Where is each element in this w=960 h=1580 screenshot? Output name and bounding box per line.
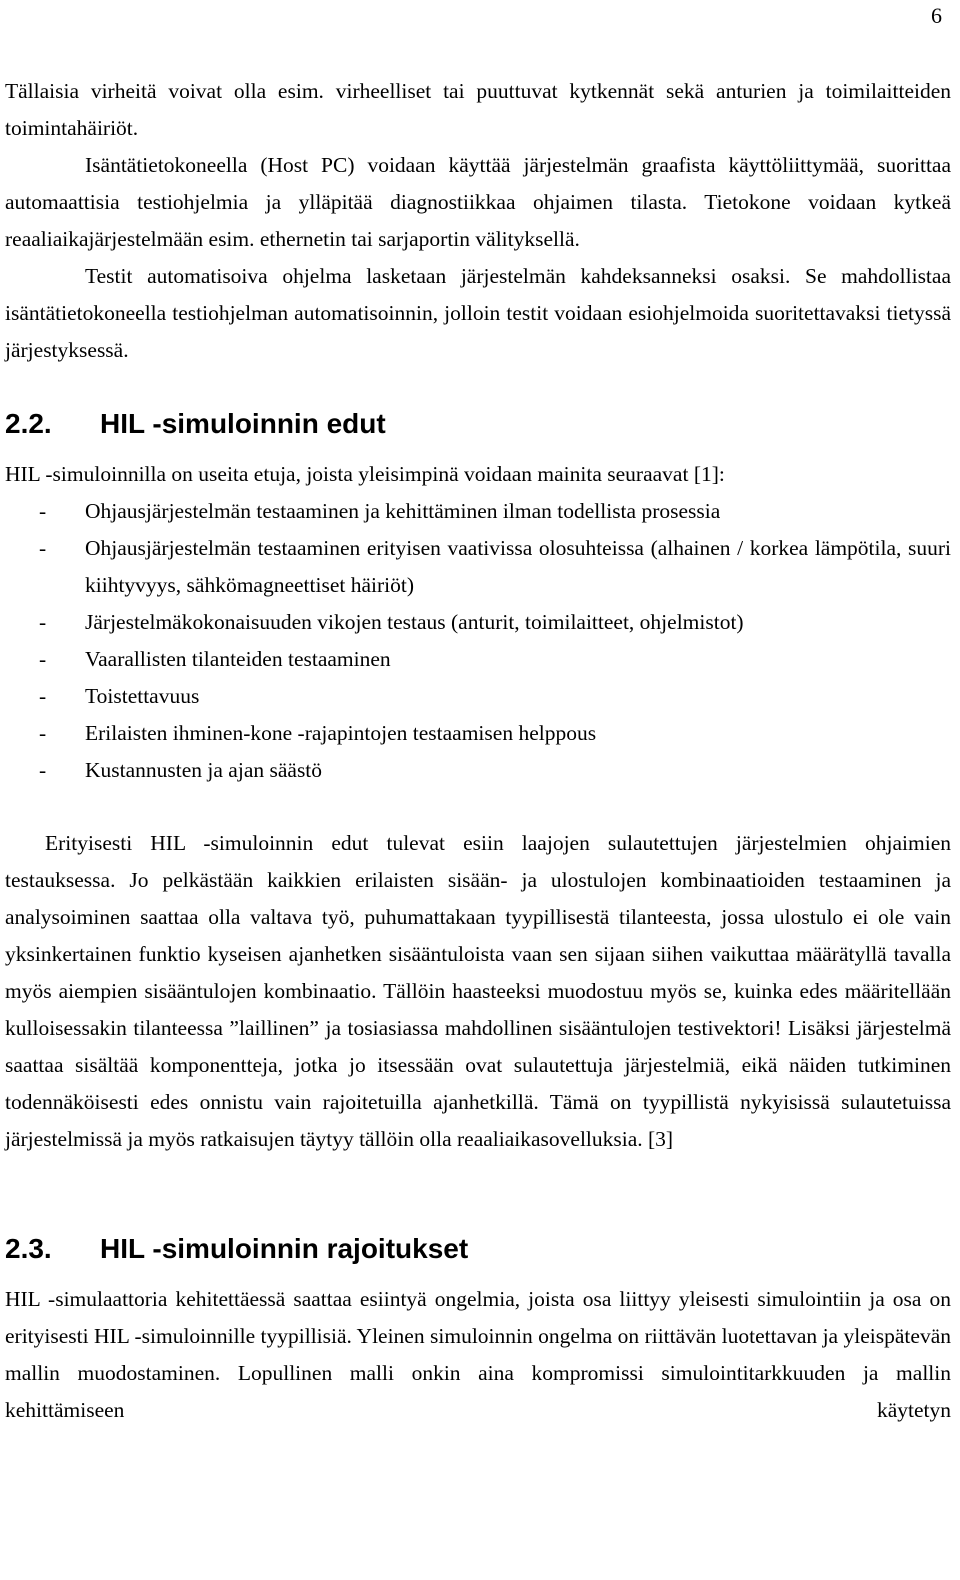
list-item [5,530,951,604]
section-number: 2.2. [5,408,52,439]
list-item [5,678,951,715]
list-item-text: Ohjausjärjestelmän testaaminen erityisen vaativissa olosuhteissa (alhainen / korkea lämpötila, suuri kiihtyvyys, sähkömagneettiset häiriöt) [85,536,951,597]
dash-bullet: - [39,499,47,523]
list-item [5,641,951,678]
list-item [5,752,951,789]
dash-bullet: - [39,647,47,671]
intro-paragraph-1: Tällaisia virheitä voivat olla esim. virheelliset tai puuttuvat kytkennät sekä anturien ja toimilaitteiden toimintahäiriöt. [5,79,951,140]
spacer [5,442,951,456]
spacer [5,1158,951,1230]
spacer [5,789,951,825]
spacer [5,369,951,405]
list-item [5,715,951,752]
section-title: HIL -simuloinnin rajoitukset [100,1233,469,1264]
dash-bullet: - [39,610,47,634]
advantages-body: Erityisesti HIL -simuloinnin edut tulevat esiin laajojen sulautettujen järjestelmien ohjaimien testauksessa. Jo pelkästään kaikkien erilaisten sisään- ja ulostulojen kombinaatioiden testaaminen ja analysoiminen saattaa olla valtava työ, puhumattakaan tyypillisestä tilanteesta, jossa ulostulo ei ole vain yksinkertainen funktio kyseisen ajanhetken sisääntuloista vaan sen sijaan siihen vaikuttaa määrätyllä tavalla myös aiempien sisääntulojen kombinaatio. Tällöin haasteeksi muodostuu myös se, kuinka edes määritellään kulloisessakin tilanteessa ”laillinen” ja tosiasiassa mahdollinen sisääntulojen testivektori! Lisäksi järjestelmä saattaa sisältää komponentteja, jotka jo itsessään ovat sulautettuja järjestelmiä, eikä näiden tutkiminen todennäköisesti edes onnistu vain rajoitetuilla ajanhetkillä. Tämä on tyypillistä nykyisissä sulautetuissa järjestelmissä ja myös ratkaisujen täytyy tällöin olla reaaliaikasovelluksia. [3] [5,831,951,1151]
section-heading-2-2 [5,405,951,442]
advantages-lead: HIL -simuloinnilla on useita etuja, joista yleisimpinä voidaan mainita seuraavat [1]: [5,462,725,486]
dash-bullet: - [39,758,47,782]
list-item-text: Erilaisten ihminen-kone -rajapintojen testaamisen helppous [85,721,597,745]
list-item [5,493,951,530]
page-number: 6 [931,3,942,28]
list-item-text: Ohjausjärjestelmän testaaminen ja kehittäminen ilman todellista prosessia [85,499,721,523]
dash-bullet: - [39,684,47,708]
document-body [5,73,951,1429]
dash-bullet: - [39,721,47,745]
list-item [5,604,951,641]
section-number: 2.3. [5,1233,52,1264]
limitations-body: HIL -simulaattoria kehitettäessä saattaa esiintyä ongelmia, joista osa liittyy yleisesti simulointiin ja osa on erityisesti HIL -simuloinnille tyypillisiä. Yleinen simuloinnin ongelma on riittävän luotettavan ja yleispätevän mallin muodostaminen. Lopullinen malli onkin aina kompromissi simulointitarkkuuden ja mallin kehittämiseen käytetyn [5,1287,951,1422]
advantages-list [5,493,951,789]
spacer [5,1267,951,1281]
list-item-text: Järjestelmäkokonaisuuden vikojen testaus (anturit, toimilaitteet, ohjelmistot) [85,610,744,634]
intro-paragraph-3: Testit automatisoiva ohjelma lasketaan järjestelmän kahdeksanneksi osaksi. Se mahdollistaa isäntätietokoneella testiohjelman automatisoinnin, jolloin testit voidaan esiohjelmoida suoritettavaksi tietyssä järjestyksessä. [5,264,951,362]
section-title: HIL -simuloinnin edut [100,408,386,439]
intro-paragraph-2: Isäntätietokoneella (Host PC) voidaan käyttää järjestelmän graafista käyttöliittymää, suorittaa automaattisia testiohjelmia ja ylläpitää diagnostiikkaa ohjaimen tilasta. Tietokone voidaan kytkeä reaaliaikajärjestelmään esim. ethernetin tai sarjaportin välityksellä. [5,153,951,251]
list-item-text: Vaarallisten tilanteiden testaaminen [85,647,391,671]
dash-bullet: - [39,536,47,560]
section-heading-2-3 [5,1230,951,1267]
list-item-text: Toistettavuus [85,684,200,708]
list-item-text: Kustannusten ja ajan säästö [85,758,323,782]
